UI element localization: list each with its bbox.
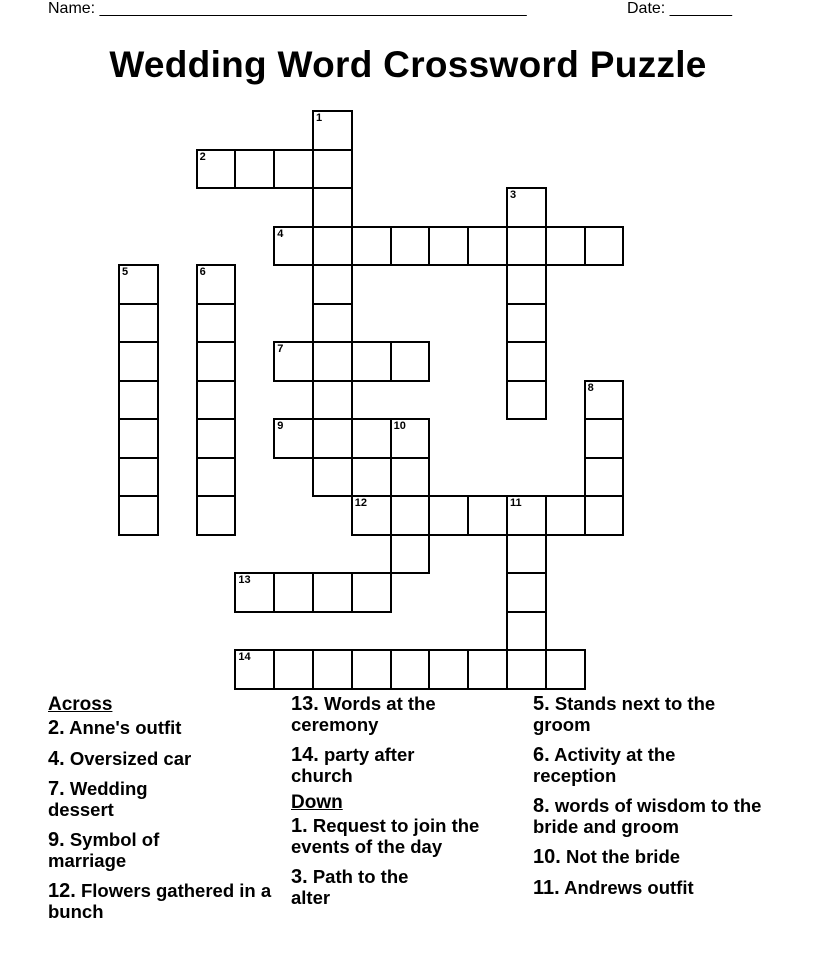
grid-cell[interactable] xyxy=(506,226,547,267)
grid-cell[interactable] xyxy=(312,418,353,459)
across-heading: Across xyxy=(48,694,113,715)
clue-across-13: 13. Words at the ceremony xyxy=(291,693,436,735)
clue-column-1 xyxy=(48,694,284,932)
grid-cell[interactable] xyxy=(467,649,508,690)
grid-cell[interactable] xyxy=(545,649,586,690)
clue-across-2: 2. Anne's outfit xyxy=(48,717,182,739)
grid-cell[interactable] xyxy=(312,572,353,613)
down-heading: Down xyxy=(291,792,343,813)
grid-cell[interactable] xyxy=(312,457,353,498)
grid-cell[interactable] xyxy=(390,457,431,498)
grid-cell[interactable] xyxy=(584,418,625,459)
grid-cell[interactable] xyxy=(351,649,392,690)
clue-number-14: 14 xyxy=(238,651,251,663)
grid-cell[interactable] xyxy=(428,649,469,690)
clue-number-9: 9 xyxy=(277,420,284,432)
clue-down-3: 3. Path to the alter xyxy=(291,866,409,908)
grid-cell[interactable] xyxy=(118,380,159,421)
grid-cell[interactable] xyxy=(390,495,431,536)
grid-cell[interactable] xyxy=(196,457,237,498)
grid-cell[interactable] xyxy=(390,226,431,267)
grid-cell[interactable] xyxy=(351,495,392,536)
grid-cell[interactable] xyxy=(545,226,586,267)
grid-cell[interactable] xyxy=(234,649,275,690)
grid-cell[interactable] xyxy=(273,149,314,190)
grid-cell[interactable] xyxy=(584,457,625,498)
grid-cell[interactable] xyxy=(196,264,237,305)
grid-cell[interactable] xyxy=(118,495,159,536)
grid-cell[interactable] xyxy=(390,418,431,459)
grid-cell[interactable] xyxy=(390,649,431,690)
grid-cell[interactable] xyxy=(584,495,625,536)
grid-cell[interactable] xyxy=(196,303,237,344)
grid-cell[interactable] xyxy=(351,341,392,382)
grid-cell[interactable] xyxy=(506,187,547,228)
grid-cell[interactable] xyxy=(118,264,159,305)
grid-cell[interactable] xyxy=(506,495,547,536)
clue-across-12: 12. Flowers gathered in a bunch xyxy=(48,880,272,922)
clue-column-2 xyxy=(291,694,529,918)
date-field-label: Date: _______ xyxy=(627,0,732,17)
clue-down-1: 1. Request to join the events of the day xyxy=(291,815,480,857)
clue-across-14: 14. party after church xyxy=(291,744,415,786)
clue-number-6: 6 xyxy=(199,266,206,278)
grid-cell[interactable] xyxy=(428,226,469,267)
grid-cell[interactable] xyxy=(312,303,353,344)
grid-cell[interactable] xyxy=(312,341,353,382)
grid-cell[interactable] xyxy=(506,264,547,305)
clue-number-12: 12 xyxy=(354,497,368,509)
grid-cell[interactable] xyxy=(312,226,353,267)
clue-across-9: 9. Symbol of marriage xyxy=(48,829,160,871)
grid-cell[interactable] xyxy=(351,418,392,459)
clue-across-4: 4. Oversized car xyxy=(48,747,192,770)
grid-cell[interactable] xyxy=(273,649,314,690)
grid-cell[interactable] xyxy=(196,418,237,459)
grid-cell[interactable] xyxy=(390,534,431,575)
clue-down-11: 11. Andrews outfit xyxy=(533,876,694,899)
grid-cell[interactable] xyxy=(467,226,508,267)
clue-down-5: 5. Stands next to the groom xyxy=(533,693,716,735)
clue-down-8: 8. words of wisdom to the bride and groom xyxy=(533,795,762,837)
grid-cell[interactable] xyxy=(312,649,353,690)
clue-down-10: 10. Not the bride xyxy=(533,846,681,868)
grid-cell[interactable] xyxy=(506,380,547,421)
grid-cell[interactable] xyxy=(312,380,353,421)
grid-cell[interactable] xyxy=(196,495,237,536)
clue-number-5: 5 xyxy=(122,266,129,278)
clue-number-10: 10 xyxy=(393,420,406,432)
grid-cell[interactable] xyxy=(273,572,314,613)
grid-cell[interactable] xyxy=(312,110,353,151)
grid-cell[interactable] xyxy=(390,341,431,382)
clue-number-8: 8 xyxy=(587,381,594,394)
puzzle-title: Wedding Word Crossword Puzzle xyxy=(109,44,707,85)
grid-cell[interactable] xyxy=(351,572,392,613)
grid-cell[interactable] xyxy=(467,495,508,536)
clue-number-13: 13 xyxy=(238,574,251,586)
grid-cell[interactable] xyxy=(118,418,159,459)
grid-cell[interactable] xyxy=(506,611,547,652)
grid-cell[interactable] xyxy=(196,149,237,190)
grid-cell[interactable] xyxy=(506,303,547,344)
clue-number-4: 4 xyxy=(277,227,284,240)
clue-number-2: 2 xyxy=(199,150,206,163)
clue-number-11: 11 xyxy=(510,497,522,509)
grid-cell[interactable] xyxy=(312,264,353,305)
clue-number-7: 7 xyxy=(277,343,284,355)
grid-cell[interactable] xyxy=(312,149,353,190)
grid-cell[interactable] xyxy=(118,341,159,382)
grid-cell[interactable] xyxy=(196,380,237,421)
grid-cell[interactable] xyxy=(118,457,159,498)
grid-cell[interactable] xyxy=(428,495,469,536)
grid-cell[interactable] xyxy=(584,226,625,267)
clue-down-6: 6. Activity at the reception xyxy=(533,744,676,786)
clue-column-3 xyxy=(533,694,763,908)
grid-cell[interactable] xyxy=(273,341,314,382)
grid-cell[interactable] xyxy=(273,226,314,267)
grid-cell[interactable] xyxy=(506,649,547,690)
grid-cell[interactable] xyxy=(312,187,353,228)
grid-cell[interactable] xyxy=(234,149,275,190)
grid-cell[interactable] xyxy=(118,303,159,344)
grid-cell[interactable] xyxy=(234,572,275,613)
grid-cell[interactable] xyxy=(506,341,547,382)
clue-across-7: 7. Wedding dessert xyxy=(48,778,148,820)
name-field-label: Name: ________________________________________________ xyxy=(48,0,527,17)
grid-cell[interactable] xyxy=(273,418,314,459)
grid-cell[interactable] xyxy=(506,534,547,575)
grid-cell[interactable] xyxy=(545,495,586,536)
grid-cell[interactable] xyxy=(506,572,547,613)
grid-cell[interactable] xyxy=(196,341,237,382)
clue-number-3: 3 xyxy=(510,189,517,201)
grid-cell[interactable] xyxy=(584,380,625,421)
grid-cell[interactable] xyxy=(351,226,392,267)
clue-number-1: 1 xyxy=(316,112,323,124)
